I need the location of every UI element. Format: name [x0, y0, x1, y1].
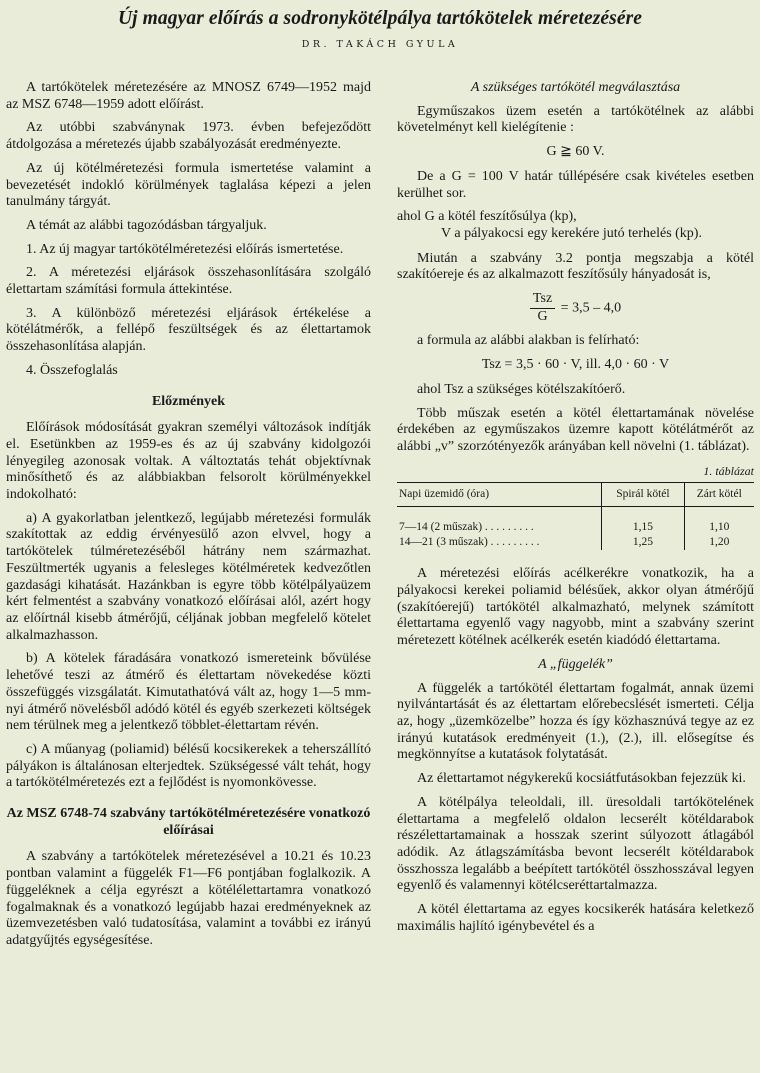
left-column — [6, 80, 371, 957]
paragraph: c) A műanyag (poliamid) bélésű kocsikerekek a teherszállító pályákon is általánosan elterjedtek. Szükségessé vált tehát, hogy a tartókötélméretezés ezt a fejlődést is nyomonkövesse. — [6, 741, 371, 791]
table-header: Zárt kötél — [684, 483, 754, 507]
paragraph: De a G = 100 V határ túllépésére csak kivételes esetben kerülhet sor. — [397, 168, 754, 201]
paragraph: Az utóbbi szabványnak 1973. évben befejeződött átdolgozása a méretezés újabb szabályozását eredményezte. — [6, 120, 371, 153]
table-cell: 14—21 (3 műszak) . . . . . . . . . — [399, 536, 540, 549]
definition: ahol G a kötél feszítősúlya (kp), — [397, 209, 577, 225]
section-heading: Az MSZ 6748-74 szabvány tartókötélméretezésére vonatkozó előírásai — [6, 806, 371, 838]
table-cell: 1,20 — [684, 535, 754, 550]
fraction — [530, 291, 555, 325]
section-heading: A szükséges tartókötél megválasztása — [470, 80, 681, 95]
paragraph: b) A kötelek fáradására vonatkozó ismereteink bővülése lehetővé teszi az átmérő és élettartam növekedése közti összefüggés vizsgálatát. Kimutathatóvá vált az, hogy 1—5 mm-nyi átmérő növelésből adódó kötél és egyéb szerkezeti költségek nem térülnek meg a jelentkező többlet-élettartam révén. — [6, 651, 371, 734]
table-cell: 1,15 — [602, 507, 684, 536]
paragraph: A témát az alábbi tagozódásban tárgyaljuk. — [26, 217, 267, 233]
table-cell: 1,25 — [602, 535, 684, 550]
fraction-equation — [397, 291, 754, 325]
right-column — [397, 80, 754, 942]
table-header: Napi üzemidő (óra) — [397, 483, 602, 507]
paragraph: a formula az alábbi alakban is felírható: — [417, 333, 640, 349]
section-heading: Előzmények — [151, 393, 226, 409]
section-heading: A „függelék” — [538, 656, 613, 672]
equation: G ≧ 60 V. — [546, 144, 605, 160]
data-table — [397, 482, 754, 550]
paragraph: A függelék a tartókötél élettartam fogalmát, annak üzemi nyilvántartását és az élettartam előrebecslését ismerteti. Célja az, hogy „üzemközelbe” hozza és így közhasznúvá tegye az ez irányú kutatások eredményeit (1.), (2.), ill. elősegítse és megkönnyítse a kutatások folytatását. — [397, 680, 754, 763]
table-header: Spirál kötél — [602, 483, 684, 507]
table-row — [397, 507, 754, 536]
table-row — [397, 535, 754, 550]
paragraph: A kötélpálya teleoldali, ill. üresoldali tartókötelének élettartama a megfelelő oldalon lecserélt kötéldarabok részélettartamainak a hosszak szerint súlyozott átlagából adódik. Az átlagszámításba bevont lecserélt kötéldarabok összhossza legalább a beépített tartókötél összhosszával legyen egyenlő és valamennyi kötélcseréttartalmazza. — [397, 794, 754, 894]
definition: V a pályakocsi egy kerekére jutó terhelés (kp). — [441, 225, 702, 241]
paragraph: Az új kötélméretezési formula ismertetése valamint a bevezetését indokló körülmények taglalása képezi a jelen tanulmány tárgyát. — [6, 160, 371, 210]
equation: Tsz = 3,5 · 60 · V, ill. 4,0 · 60 · V — [481, 357, 670, 373]
paragraph: Több műszak esetén a kötél élettartamának növelése érdekében az egyműszakos üzemre kapott kötélátmérőt az alábbi „v” szorzótényezők arányában kell növelni (1. táblázat). — [397, 405, 754, 454]
fraction-numerator: Tsz — [530, 291, 555, 309]
table-header-row — [397, 483, 754, 507]
table-caption: 1. táblázat — [703, 463, 754, 478]
table-cell: 7—14 (2 műszak) . . . . . . . . . — [399, 521, 534, 534]
paragraph: Előírások módosítását gyakran személyi változások indítják el. Esetünkben az 1959-es és az új szabvány kidolgozói lényegileg azonosak voltak. A változtatás tehát objektívnak minősíthető és az alábbiakban felsorolt körülményekkel indokolható: — [6, 420, 371, 503]
paragraph: Miután a szabvány 3.2 pontja megszabja a kötél szakítóereje és az alkalmazott feszítősúly hányadosát is, — [397, 250, 754, 283]
paragraph: A tartókötelek méretezésére az MNOSZ 6749—1952 majd az MSZ 6748—1959 adott előírást. — [6, 80, 371, 112]
paragraph: A kötél élettartama az egyes kocsikerék hatására keletkező maximális hajlító igénybevétel és a — [397, 902, 754, 934]
paragraph: A szabvány a tartókötelek méretezésével a 10.21 és 10.23 pontban valamint a függelék F1—F6 pontjában foglalkozik. A függeléknek a célja egyrészt a kötélélettartamra vonatkozó fogalmaknak és a vonatkozó legújabb hazai eredményeknek az üzemvezetésben való tudatosítása, valamint a további ez irányú adatgyűjtés egységesítése. — [6, 849, 371, 948]
list-item: 1. Az új magyar tartókötélméretezési előírás ismertetése. — [26, 241, 344, 257]
list-item: 3. A különböző méretezési eljárások értékelése a kötélátmérők, a fellépő feszültségek és az élettartamok összehasonlítása alapján. — [6, 305, 371, 355]
list-item: 2. A méretezési eljárások összehasonlítására szolgáló élettartam számítási formula áttekintése. — [6, 265, 371, 298]
equation-rhs: = 3,5 – 4,0 — [560, 300, 622, 316]
paragraph: Egyműszakos üzem esetén a tartókötélnek az alábbi követelményt kell kielégítenie : — [397, 103, 754, 136]
table-cell: 1,10 — [684, 507, 754, 536]
author-line: DR. TAKÁCH GYULA — [301, 39, 459, 50]
paragraph: ahol Tsz a szükséges kötélszakítóerő. — [417, 381, 626, 397]
paragraph: A méretezési előírás acélkerékre vonatkozik, ha a pályakocsi kerekei poliamid bélésűek, akkor olyan átmérőjű (szakítóerejű) tartókötél alkalmazható, melynek számított élettartama egyenlő vagy nagyobb, mint a szabvány szerint méretezett kötélnek acélkerék esetén kiadódó élettartama. — [397, 566, 754, 649]
list-item: 4. Összefoglalás — [26, 362, 118, 378]
fraction-denominator: G — [537, 308, 548, 324]
article-title: Új magyar előírás a sodronykötélpálya tartókötelek méretezésére — [117, 8, 643, 29]
paragraph: Az élettartamot négykerekű kocsiátfutásokban fejezzük ki. — [417, 771, 746, 787]
paragraph: a) A gyakorlatban jelentkező, legújabb méretezési formulák szakítottak az eddig érvényesülő azon elvvel, hogy a tartókötelek túlméretezéséből hátrány nem származhat. Feszültmerték ugyanis a felesleges kötélméretek kedvezőtlen gazdasági kihatását. Hazánkban is egyre több kötélpályaüzem kért felmentést a szabvány vonatkozó előírásai alól, azért hogy az előírtnál kisebb átmérőjű, céljának jobban megfelelő kötelet alkalmazhasson. — [6, 510, 371, 643]
